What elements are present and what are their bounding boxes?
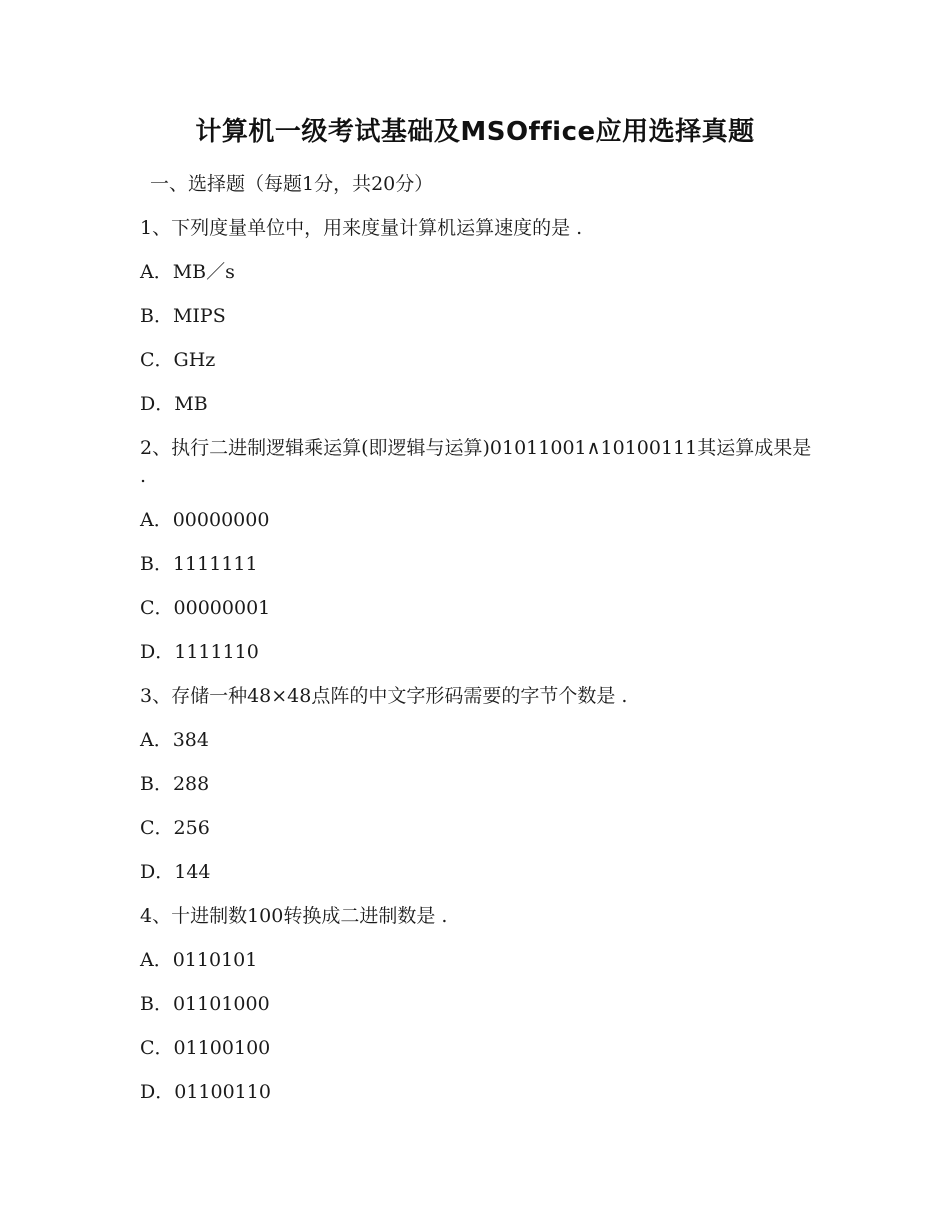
document-body <box>140 170 820 1106</box>
option-d: D．144 <box>140 861 211 883</box>
option-d: D．1111110 <box>140 641 259 663</box>
option-b: B．1111111 <box>140 553 258 575</box>
question-text: 1、下列度量单位中，用来度量计算机运算速度的是 . <box>140 217 583 239</box>
option-c: C．00000001 <box>140 597 271 619</box>
option-c: C．256 <box>140 817 210 839</box>
option-c: C．01100100 <box>140 1037 271 1059</box>
option-b: B．01101000 <box>140 993 270 1015</box>
option-a: A．00000000 <box>140 509 270 531</box>
question-2 <box>140 434 820 666</box>
option-d: D．01100110 <box>140 1081 271 1103</box>
option-d: D．MB <box>140 393 208 415</box>
question-text: 3、存储一种48×48点阵的中文字形码需要的字节个数是 . <box>140 685 628 707</box>
section-heading: 一、选择题（每题1分，共20分） <box>150 173 434 195</box>
option-a: A．MB／s <box>140 261 235 283</box>
option-b: B．MIPS <box>140 305 226 327</box>
option-b: B．288 <box>140 773 210 795</box>
question-4 <box>140 902 820 1106</box>
question-3 <box>140 682 820 886</box>
question-text: 2、执行二进制逻辑乘运算(即逻辑与运算)01011001∧10100111其运算成果是 . <box>140 437 812 487</box>
option-c: C．GHz <box>140 349 216 371</box>
option-a: A．0110101 <box>140 949 258 971</box>
option-a: A．384 <box>140 729 209 751</box>
document-title: 计算机一级考试基础及MSOffice应用选择真题 <box>195 117 755 147</box>
question-1 <box>140 214 820 418</box>
question-text: 4、十进制数100转换成二进制数是 . <box>140 905 448 927</box>
